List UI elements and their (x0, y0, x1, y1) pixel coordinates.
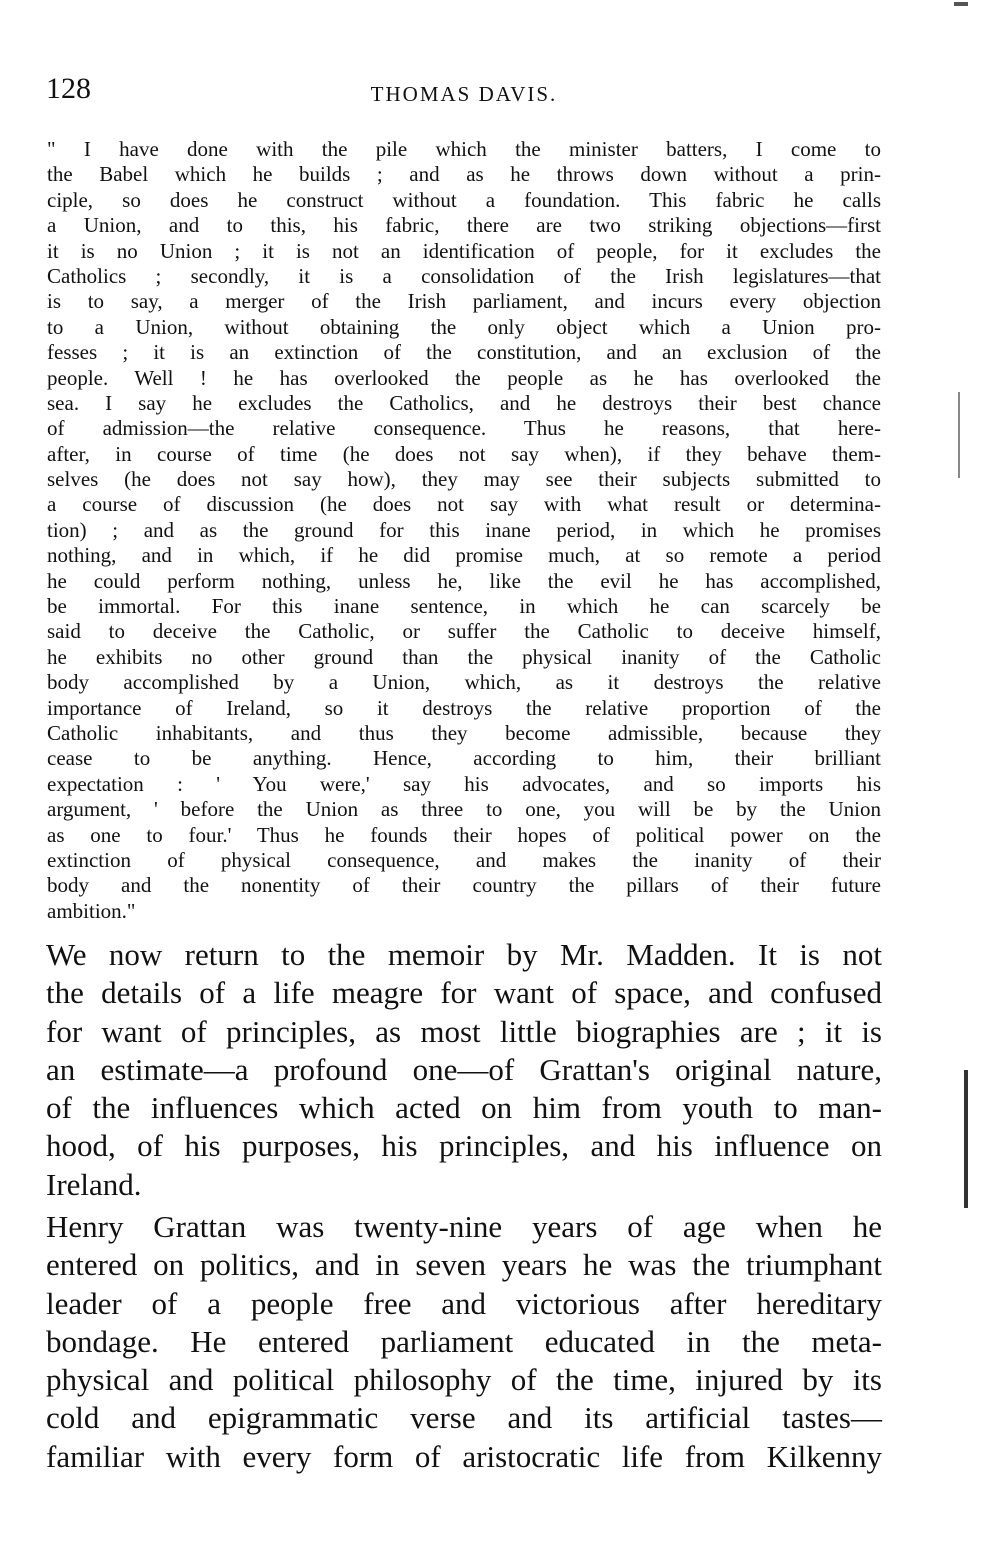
quote-line: it is no Union ; it is not an identification of people, for it excludes the (47, 238, 881, 263)
body-paragraph-henry-grattan (46, 1208, 882, 1476)
body-paragraph-madden-memoir (46, 936, 882, 1204)
quote-line: a course of discussion (he does not say with what result or determina- (47, 492, 881, 517)
quote-line: after, in course of time (he does not say when), if they behave them- (47, 441, 881, 466)
scan-artifact-mark (964, 1070, 968, 1208)
body-line: Ireland. (46, 1166, 142, 1202)
quote-line: of admission—the relative consequence. Thus he reasons, that here- (47, 416, 881, 441)
quote-line: selves (he does not say how), they may see their subjects submitted to (47, 467, 881, 492)
body-line: entered on politics, and in seven years he was the triumphant (46, 1247, 882, 1283)
quote-line: said to deceive the Catholic, or suffer the Catholic to deceive himself, (47, 619, 881, 644)
body-line: the details of a life meagre for want of space, and confused (46, 975, 882, 1011)
page-number: 128 (46, 72, 91, 105)
quote-line: fesses ; it is an extinction of the constitution, and an exclusion of the (47, 340, 881, 365)
quote-line: expectation : ' You were,' say his advocates, and so imports his (47, 771, 881, 796)
body-line: bondage. He entered parliament educated in the meta- (46, 1323, 882, 1359)
quote-line: nothing, and in which, if he did promise much, at so remote a period (47, 543, 881, 568)
quote-line: people. Well ! he has overlooked the people as he has overlooked the (47, 365, 881, 390)
quote-line: sea. I say he excludes the Catholics, and he destroys their best chance (47, 390, 881, 415)
quote-line: he could perform nothing, unless he, like the evil he has accomplished, (47, 568, 881, 593)
quote-line: tion) ; and as the ground for this inane period, in which he promises (47, 517, 881, 542)
quote-line: Catholics ; secondly, it is a consolidation of the Irish legislatures—that (47, 263, 881, 288)
quote-line: cease to be anything. Hence, according to him, their brilliant (47, 746, 881, 771)
quote-line: is to say, a merger of the Irish parliament, and incurs every objection (47, 289, 881, 314)
scan-artifact-mark (958, 392, 960, 478)
page-header (46, 72, 882, 112)
quote-line: he exhibits no other ground than the physical inanity of the Catholic (47, 644, 881, 669)
body-line: Henry Grattan was twenty-nine years of age when he (46, 1209, 882, 1244)
body-line: of the influences which acted on him from youth to man- (46, 1090, 882, 1126)
quoted-speech-block (47, 137, 881, 924)
quote-line: " I have done with the pile which the minister batters, I come to (47, 137, 881, 161)
quote-line: be immortal. For this inane sentence, in which he can scarcely be (47, 594, 881, 619)
quote-line: as one to four.' Thus he founds their hopes of political power on the (47, 822, 881, 847)
quote-line: extinction of physical consequence, and makes the inanity of their (47, 847, 881, 872)
body-line: familiar with every form of aristocratic life from Kilkenny (46, 1438, 882, 1474)
body-line: cold and epigrammatic verse and its artificial tastes— (46, 1400, 882, 1436)
quote-line: ambition." (47, 898, 136, 923)
body-line: for want of principles, as most little biographies are ; it is (46, 1013, 882, 1049)
quote-line: argument, ' before the Union as three to one, you will be by the Union (47, 797, 881, 822)
quote-line: a Union, and to this, his fabric, there are two striking objections—first (47, 213, 881, 238)
running-head: THOMAS DAVIS. (370, 82, 558, 106)
quote-line: to a Union, without obtaining the only object which a Union pro- (47, 314, 881, 339)
body-line: physical and political philosophy of the time, injured by its (46, 1362, 882, 1398)
quote-line: ciple, so does he construct without a foundation. This fabric he calls (47, 187, 881, 212)
quote-line: the Babel which he builds ; and as he throws down without a prin- (47, 162, 881, 187)
quote-line: body and the nonentity of their country the pillars of their future (47, 873, 881, 898)
body-line: We now return to the memoir by Mr. Madden. It is not (46, 937, 882, 972)
scan-artifact-mark (954, 2, 968, 6)
body-line: an estimate—a profound one—of Grattan's original nature, (46, 1051, 882, 1087)
quote-line: body accomplished by a Union, which, as it destroys the relative (47, 670, 881, 695)
body-line: leader of a people free and victorious after hereditary (46, 1285, 882, 1321)
body-line: hood, of his purposes, his principles, and his influence on (46, 1128, 882, 1164)
quote-line: Catholic inhabitants, and thus they become admissible, because they (47, 720, 881, 745)
quote-line: importance of Ireland, so it destroys the relative proportion of the (47, 695, 881, 720)
